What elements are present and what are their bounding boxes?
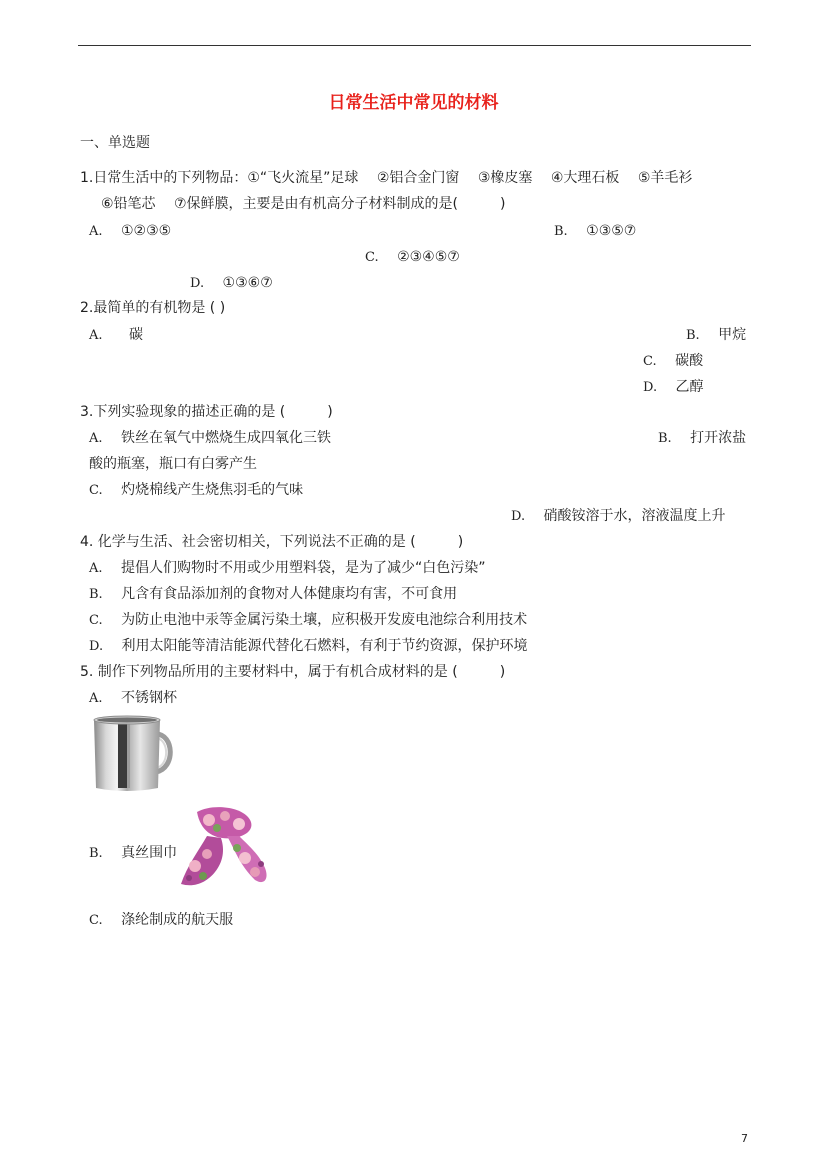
- question-2-stem: 2.最简单的有机物是 ( ): [80, 300, 226, 316]
- option-letter: D.: [190, 276, 205, 291]
- question-1-stem-line1: 1.日常生活中的下列物品：①“飞火流星”足球 ②铝合金门窗 ③橡皮塞 ④大理石板 ⑤羊毛衫: [80, 170, 693, 186]
- option-letter: B.: [686, 328, 700, 343]
- option-text: 凡含有食品添加剂的食物对人体健康均有害，不可食用: [121, 586, 458, 602]
- q2-option-a: [89, 326, 143, 345]
- option-text: 打开浓盐: [690, 430, 747, 446]
- q4-option-d: [89, 637, 528, 656]
- option-text: ①③⑤⑦: [586, 223, 637, 239]
- q3-option-c: [89, 481, 303, 500]
- section-heading: 一、单选题: [80, 135, 150, 151]
- q2-option-d: [643, 378, 704, 397]
- q5-option-a: [89, 689, 177, 708]
- option-letter: A.: [89, 691, 103, 706]
- q1-option-c: [365, 248, 460, 267]
- option-letter: C.: [89, 913, 103, 928]
- option-letter: A.: [89, 561, 103, 576]
- option-text: ②③④⑤⑦: [397, 249, 460, 265]
- option-text: 乙醇: [675, 379, 704, 395]
- option-letter: C.: [89, 613, 103, 628]
- option-letter: A.: [89, 224, 103, 239]
- option-text: ①③⑥⑦: [222, 275, 273, 291]
- option-letter: B.: [89, 846, 103, 861]
- q4-option-a: [89, 559, 486, 578]
- option-letter: A.: [89, 328, 103, 343]
- option-letter: C.: [365, 250, 379, 265]
- q5-option-b: [89, 844, 177, 863]
- option-text: 碳酸: [675, 353, 704, 369]
- q2-option-b: [686, 326, 746, 345]
- option-letter: D.: [511, 509, 526, 524]
- silk-scarf-image: [177, 806, 269, 890]
- q3-option-b-continuation: 酸的瓶塞，瓶口有白雾产生: [89, 456, 257, 472]
- option-letter: B.: [554, 224, 568, 239]
- option-letter: C.: [89, 483, 103, 498]
- option-letter: D.: [89, 639, 104, 654]
- q1-option-d: [190, 274, 273, 293]
- option-letter: B.: [658, 431, 672, 446]
- option-text: 利用太阳能等清洁能源代替化石燃料，有利于节约资源，保护环境: [121, 638, 528, 654]
- option-text: 碳: [128, 327, 143, 343]
- q3-option-b: [658, 429, 746, 448]
- question-5-stem: 5. 制作下列物品所用的主要材料中，属于有机合成材料的是 ( ): [80, 664, 506, 680]
- option-text: 铁丝在氧气中燃烧生成四氧化三铁: [120, 430, 331, 446]
- q1-option-a: [89, 222, 171, 241]
- question-3-stem: 3.下列实验现象的描述正确的是 ( ): [80, 404, 333, 420]
- option-text: 硝酸铵溶于水，溶液温度上升: [543, 508, 726, 524]
- page-number: 7: [741, 1132, 748, 1145]
- q1-option-b: [554, 222, 636, 241]
- header-rule: [78, 45, 751, 46]
- q4-option-b: [89, 585, 457, 604]
- q3-option-d: [511, 507, 726, 526]
- option-text: 为防止电池中汞等金属污染土壤，应积极开发废电池综合利用技术: [121, 612, 528, 628]
- option-letter: D.: [643, 380, 658, 395]
- option-text: 真丝围巾: [121, 845, 178, 861]
- q3-option-a: [89, 429, 331, 448]
- question-4-stem: 4. 化学与生活、社会密切相关，下列说法不正确的是 ( ): [80, 534, 464, 550]
- option-letter: B.: [89, 587, 103, 602]
- page-title: 日常生活中常见的材料: [328, 93, 499, 113]
- option-text: 不锈钢杯: [120, 690, 177, 706]
- option-text: 提倡人们购物时不用或少用塑料袋，是为了减少“白色污染”: [120, 560, 486, 576]
- option-letter: A.: [89, 431, 103, 446]
- option-text: 灼烧棉线产生烧焦羽毛的气味: [121, 482, 304, 498]
- stainless-steel-mug-image: [90, 712, 176, 794]
- q4-option-c: [89, 611, 527, 630]
- option-text: 涤纶制成的航天服: [121, 912, 234, 928]
- option-letter: C.: [643, 354, 657, 369]
- option-text: 甲烷: [718, 327, 747, 343]
- q5-option-c: [89, 911, 233, 930]
- q2-option-c: [643, 352, 703, 371]
- question-1-stem-line2: ⑥铅笔芯 ⑦保鲜膜，主要是由有机高分子材料制成的是( ): [101, 196, 506, 212]
- option-text: ①②③⑤: [120, 223, 172, 239]
